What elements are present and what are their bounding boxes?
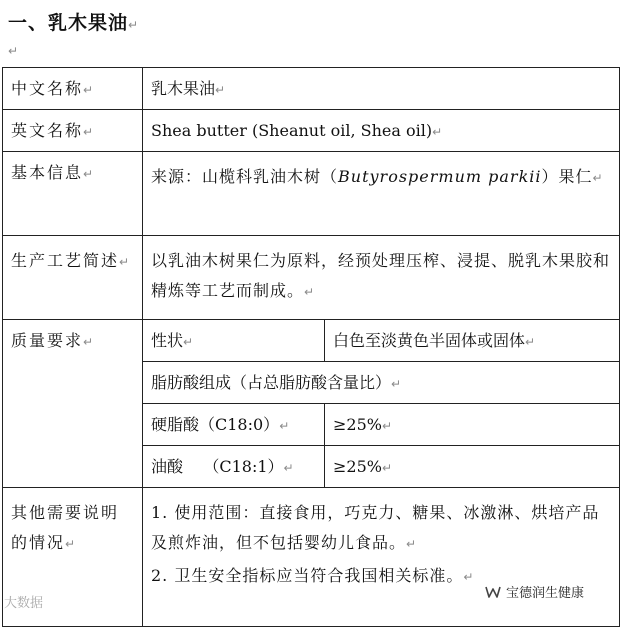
notes-value-cell (143, 488, 620, 627)
paragraph-mark: ↵ (83, 335, 96, 349)
appearance-label: 性状 (151, 330, 184, 350)
appearance-value-cell (325, 320, 620, 362)
stearic-label-cell (143, 404, 325, 446)
paragraph-mark: ↵ (8, 44, 19, 58)
process-label: 生产工艺简述 (11, 251, 120, 270)
paragraph-mark: ↵ (304, 284, 316, 299)
table-row (3, 152, 620, 236)
watermark-right-text: 宝德润生健康 (506, 586, 585, 601)
specification-table (2, 67, 620, 627)
basic-info-value-cell (143, 152, 620, 236)
watermark-left (4, 592, 43, 611)
notes-item-1 (151, 498, 611, 557)
table-row (3, 236, 620, 320)
paragraph-mark: ↵ (128, 18, 140, 32)
page-title (8, 8, 139, 35)
paragraph-mark: ↵ (283, 460, 294, 475)
paragraph-mark: ↵ (391, 376, 402, 391)
process-label-cell (3, 236, 143, 320)
process-value: 以乳油木树果仁为原料，经预处理压榨、浸提、脱乳木果胶和精炼等工艺而制成。 (151, 251, 611, 300)
quality-label-cell (3, 320, 143, 488)
oleic-label-cell (143, 446, 325, 488)
wechat-channel-icon (484, 585, 502, 599)
paragraph-mark: ↵ (83, 82, 96, 97)
paragraph-mark: ↵ (279, 418, 290, 433)
paragraph-mark: ↵ (83, 124, 96, 139)
basic-info-value-prefix: 来源：山榄科乳油木树（ (151, 167, 339, 186)
basic-info-label-cell (3, 152, 143, 236)
paragraph-mark: ↵ (65, 536, 78, 551)
oleic-value-cell (325, 446, 620, 488)
notes-item-2-text: 2. 卫生安全指标应当符合我国相关标准。 (151, 566, 464, 586)
basic-info-value-suffix: ）果仁 (541, 167, 593, 186)
stearic-label: 硬脂酸（C18:0） (151, 414, 280, 434)
cn-name-label: 中文名称 (11, 78, 84, 98)
paragraph-mark: ↵ (183, 334, 194, 349)
paragraph-mark: ↵ (381, 460, 393, 475)
paragraph-mark: ↵ (119, 255, 132, 269)
en-name-value-cell (143, 110, 620, 152)
en-name-value: Shea butter (Sheanut oil, Shea oil) (151, 120, 433, 140)
stearic-value-cell (325, 404, 620, 446)
cn-name-value-cell (143, 68, 620, 110)
table-row (3, 68, 620, 110)
paragraph-mark: ↵ (592, 171, 604, 185)
watermark-right (484, 582, 584, 601)
title-text: 一、乳木果油 (8, 12, 129, 34)
notes-label: 其他需要说明的情况 (11, 503, 120, 552)
paragraph-mark: ↵ (525, 334, 536, 349)
table-row (3, 110, 620, 152)
paragraph-mark: ↵ (463, 570, 475, 585)
appearance-label-cell (143, 320, 325, 362)
cn-name-value: 乳木果油 (151, 78, 216, 98)
oleic-value: ≥25% (333, 456, 382, 476)
paragraph-mark: ↵ (432, 124, 443, 139)
paragraph-mark: ↵ (83, 167, 96, 181)
basic-info-label: 基本信息 (11, 163, 84, 182)
oleic-label: 油酸 （C18:1） (151, 456, 284, 476)
cn-name-label-cell (3, 68, 143, 110)
paragraph-mark: ↵ (406, 536, 418, 551)
watermark-left-text: 大数据 (4, 596, 44, 611)
en-name-label-cell (3, 110, 143, 152)
basic-info-latin-name: Butyrospermum parkii (338, 167, 542, 186)
stearic-value: ≥25% (333, 414, 382, 434)
fatty-acid-header: 脂肪酸组成（占总脂肪酸含量比） (151, 372, 392, 392)
appearance-value: 白色至淡黄色半固体或固体 (333, 330, 526, 350)
process-value-cell (143, 236, 620, 320)
en-name-label: 英文名称 (11, 120, 84, 140)
table-row (3, 488, 620, 627)
table-row (3, 320, 620, 362)
paragraph-mark: ↵ (215, 82, 226, 97)
paragraph-mark: ↵ (381, 418, 393, 433)
fatty-acid-header-cell (143, 362, 620, 404)
notes-item-1-text: 1. 使用范围：直接食用，巧克力、糖果、冰激淋、烘培产品及煎炸油，但不包括婴幼儿食品。 (151, 503, 600, 552)
quality-label: 质量要求 (11, 331, 84, 350)
